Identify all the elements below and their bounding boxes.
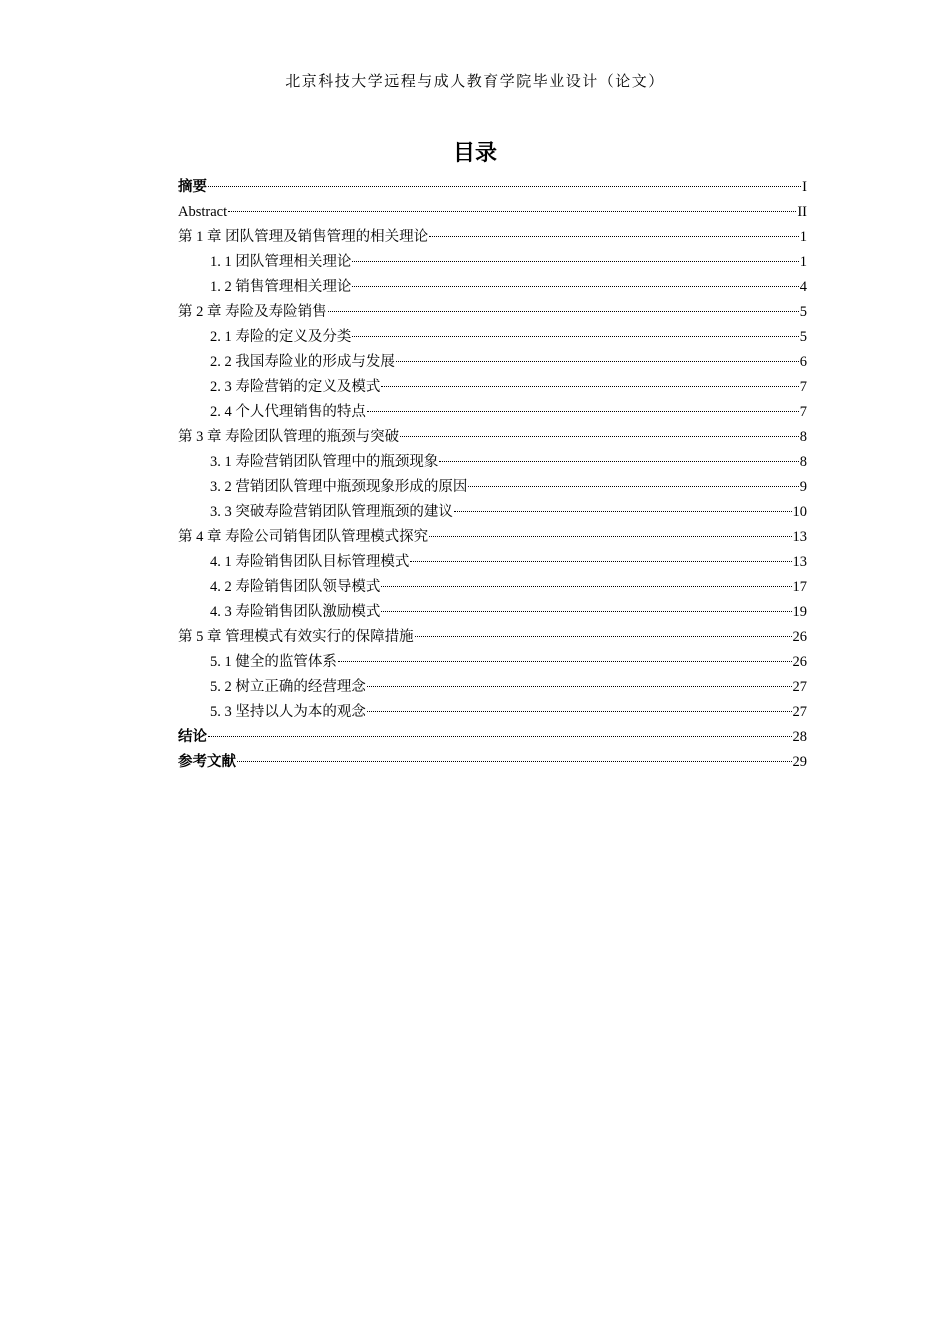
dot-leader [468,486,798,487]
toc-entry-page-number: 17 [792,579,807,595]
toc-entry[interactable] [178,225,807,250]
toc-entry[interactable] [178,675,807,700]
toc-entry-page-number: I [802,179,807,195]
dot-leader [454,511,792,512]
dot-leader [429,536,791,537]
toc-entry-page-number: 13 [792,529,807,545]
toc-entry-label: 第 1 章 团队管理及销售管理的相关理论 [178,229,429,245]
toc-entry[interactable] [178,550,807,575]
toc-entry[interactable] [178,600,807,625]
toc-entry[interactable] [178,625,807,650]
toc-entry-page-number: 13 [792,554,807,570]
toc-entry-page-number: 7 [799,404,807,420]
table-of-contents [178,175,807,775]
dot-leader [328,311,799,312]
toc-entry-page-number: 27 [792,704,807,720]
dot-leader [415,636,792,637]
toc-entry[interactable] [178,650,807,675]
dot-leader [429,236,799,237]
toc-entry[interactable] [178,500,807,525]
toc-entry-page-number: 1 [799,229,807,245]
toc-entry-page-number: 26 [792,654,807,670]
toc-entry-label: Abstract [178,204,228,220]
dot-leader [352,286,798,287]
toc-entry-label: 3. 1 寿险营销团队管理中的瓶颈现象 [210,454,439,470]
toc-entry-page-number: II [797,204,807,220]
toc-entry[interactable] [178,275,807,300]
toc-entry-page-number: 27 [792,679,807,695]
toc-entry-label: 2. 4 个人代理销售的特点 [210,404,366,420]
toc-entry[interactable] [178,450,807,475]
toc-entry-label: 2. 3 寿险营销的定义及模式 [210,379,381,395]
toc-entry[interactable] [178,425,807,450]
dot-leader [367,686,792,687]
toc-entry-label: 第 4 章 寿险公司销售团队管理模式探究 [178,529,429,545]
toc-entry-label: 结论 [178,729,207,745]
dot-leader [208,186,801,187]
toc-entry-label: 5. 2 树立正确的经营理念 [210,679,366,695]
dot-leader [352,261,798,262]
toc-entry-label: 5. 3 坚持以人为本的观念 [210,704,366,720]
toc-entry-page-number: 4 [799,279,807,295]
toc-entry[interactable] [178,350,807,375]
toc-entry[interactable] [178,200,807,225]
toc-entry-label: 4. 2 寿险销售团队领导模式 [210,579,381,595]
dot-leader [367,411,799,412]
dot-leader [367,711,792,712]
toc-entry-page-number: 8 [799,454,807,470]
toc-entry-label: 第 5 章 管理模式有效实行的保障措施 [178,629,414,645]
toc-entry-page-number: 5 [799,304,807,320]
toc-entry[interactable] [178,700,807,725]
toc-entry-label: 摘要 [178,179,207,195]
dot-leader [400,436,799,437]
toc-entry-label: 第 3 章 寿险团队管理的瓶颈与突破 [178,429,400,445]
toc-entry[interactable] [178,250,807,275]
dot-leader [439,461,798,462]
dot-leader [208,736,792,737]
toc-entry-page-number: 28 [792,729,807,745]
toc-entry[interactable] [178,525,807,550]
dot-leader [396,361,799,362]
toc-entry-label: 3. 2 营销团队管理中瓶颈现象形成的原因 [210,479,468,495]
toc-entry-label: 1. 1 团队管理相关理论 [210,254,352,270]
toc-title: 目录 [452,141,497,166]
toc-entry[interactable] [178,175,807,200]
dot-leader [228,211,796,212]
toc-entry-label: 3. 3 突破寿险营销团队管理瓶颈的建议 [210,504,453,520]
dot-leader [381,611,791,612]
toc-entry-page-number: 29 [792,754,807,770]
toc-entry-page-number: 7 [799,379,807,395]
toc-entry-page-number: 8 [799,429,807,445]
page-header: 北京科技大学远程与成人教育学院毕业设计（论文） [285,72,665,90]
dot-leader [410,561,791,562]
toc-entry-page-number: 10 [792,504,807,520]
toc-entry-page-number: 5 [799,329,807,345]
dot-leader [381,586,791,587]
dot-leader [381,386,798,387]
toc-entry[interactable] [178,300,807,325]
toc-entry-label: 第 2 章 寿险及寿险销售 [178,304,327,320]
toc-entry-label: 2. 2 我国寿险业的形成与发展 [210,354,395,370]
dot-leader [338,661,792,662]
toc-entry-label: 4. 1 寿险销售团队目标管理模式 [210,554,410,570]
toc-entry[interactable] [178,375,807,400]
toc-entry[interactable] [178,725,807,750]
toc-entry-label: 1. 2 销售管理相关理论 [210,279,352,295]
toc-entry[interactable] [178,325,807,350]
dot-leader [352,336,798,337]
toc-entry[interactable] [178,475,807,500]
toc-entry-page-number: 1 [799,254,807,270]
toc-entry-label: 2. 1 寿险的定义及分类 [210,329,352,345]
dot-leader [237,761,792,762]
toc-entry[interactable] [178,575,807,600]
toc-entry-page-number: 26 [792,629,807,645]
toc-entry-label: 4. 3 寿险销售团队激励模式 [210,604,381,620]
toc-entry-label: 5. 1 健全的监管体系 [210,654,337,670]
toc-entry-page-number: 19 [792,604,807,620]
toc-entry[interactable] [178,400,807,425]
toc-entry-page-number: 9 [799,479,807,495]
toc-entry[interactable] [178,750,807,775]
toc-entry-page-number: 6 [799,354,807,370]
toc-entry-label: 参考文献 [178,754,236,770]
